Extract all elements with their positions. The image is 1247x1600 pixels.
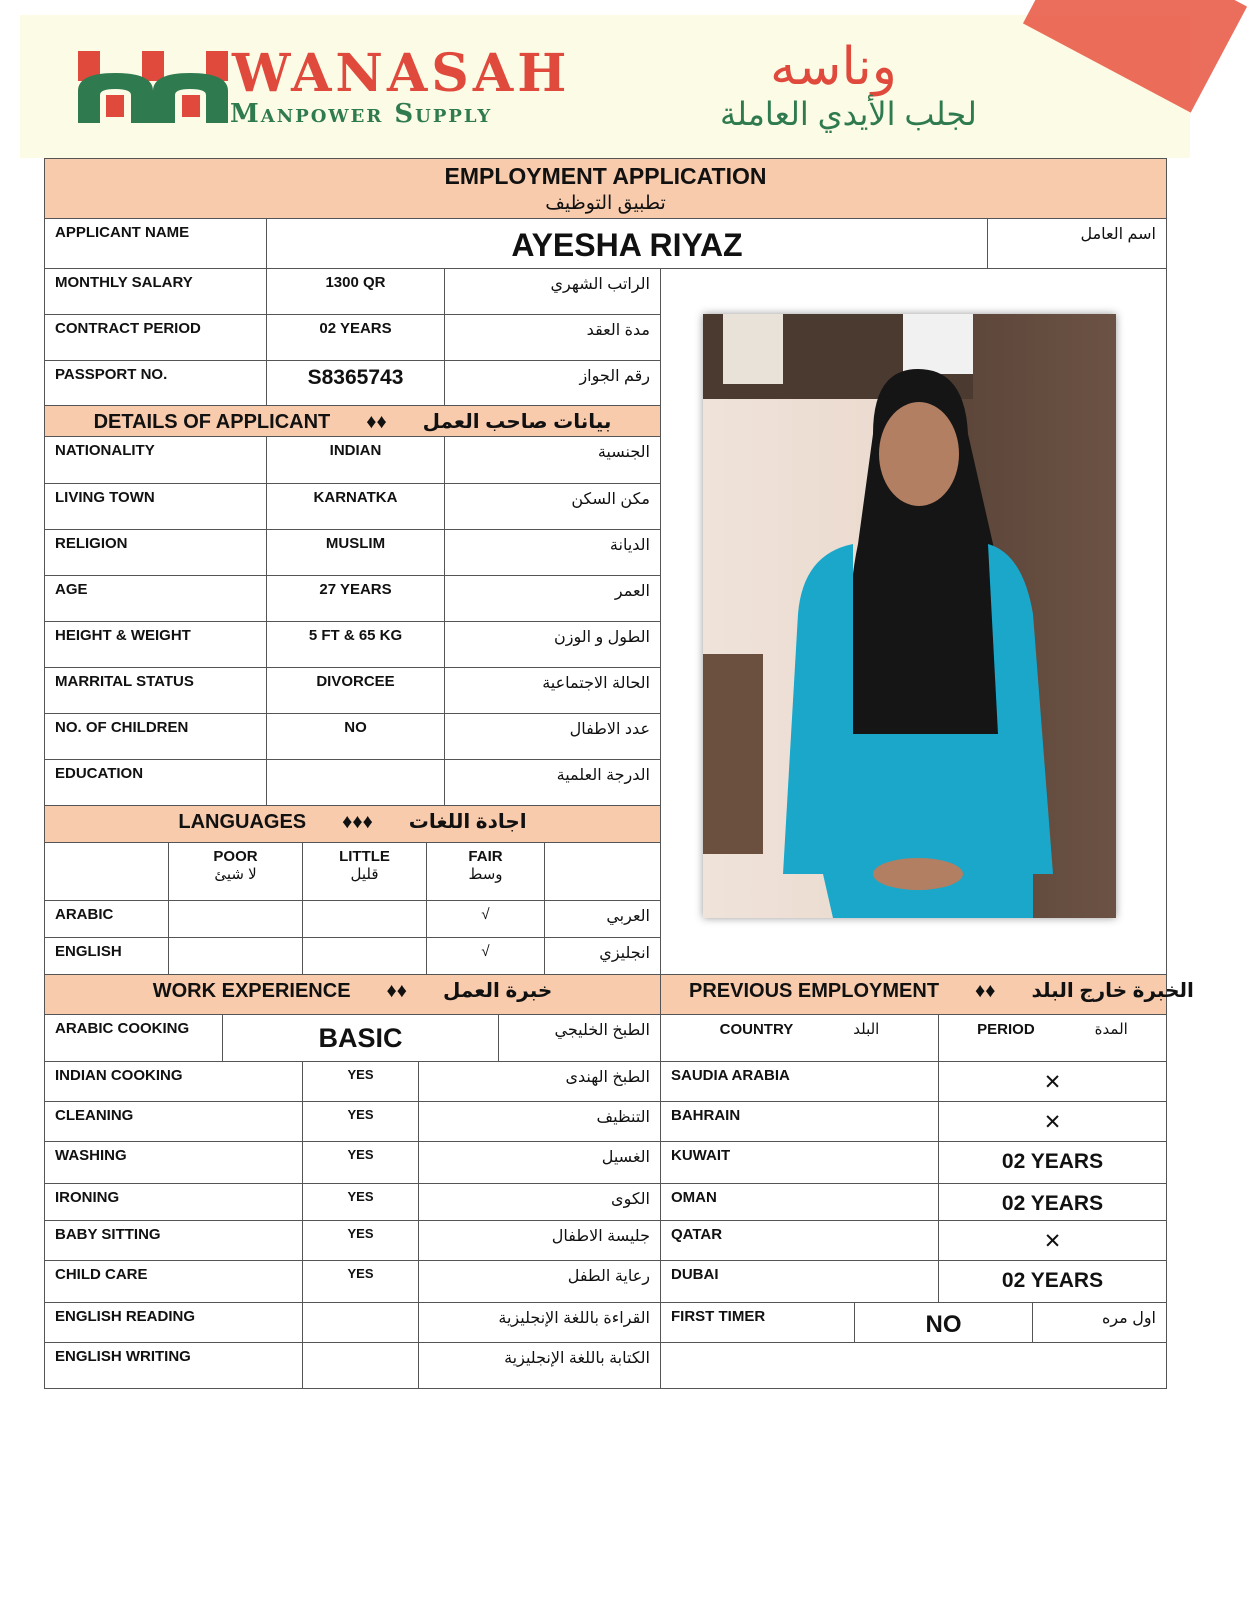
work-label-arabic: رعاية الطفل: [418, 1260, 661, 1303]
detail-value: DIVORCEE: [266, 667, 445, 714]
previous-employment-header-title: PREVIOUS EMPLOYMENT: [689, 980, 940, 1002]
language-header-blank: [44, 842, 169, 901]
form-title-ar: تطبيق التوظيف: [545, 193, 666, 214]
details-header-diamonds-icon: ♦♦: [366, 411, 387, 433]
language-level-en: POOR: [213, 848, 258, 865]
work-experience-header: [44, 974, 661, 1015]
detail-label-arabic: عدد الاطفال: [444, 713, 661, 760]
languages-header-diamonds-icon: ♦♦♦: [342, 811, 373, 833]
detail-label: RELIGION: [44, 529, 267, 576]
prev-period: 02 YEARS: [938, 1260, 1167, 1303]
work-label-arabic: الطبخ الخليجي: [498, 1014, 661, 1062]
detail-value: 5 FT & 65 KG: [266, 621, 445, 668]
details-header-title-arabic: بيانات صاحب العمل: [422, 411, 612, 433]
prev-period: ✕: [938, 1061, 1167, 1102]
language-level-mark: [168, 937, 303, 975]
country-column-header: [660, 1014, 939, 1062]
work-value: YES: [302, 1141, 419, 1184]
top-row-label-arabic: رقم الجواز: [444, 360, 661, 406]
period-column-en: PERIOD: [977, 1021, 1035, 1038]
details-header-title: DETAILS OF APPLICANT: [93, 411, 331, 433]
language-level-mark: √: [426, 900, 545, 938]
language-level-header: [168, 842, 303, 901]
prev-country: SAUDIA ARABIA: [660, 1061, 939, 1102]
applicant-photo-image: [703, 314, 1116, 918]
detail-value: MUSLIM: [266, 529, 445, 576]
prev-country: BAHRAIN: [660, 1101, 939, 1142]
language-level-ar: قليل: [350, 866, 379, 883]
prev-country: KUWAIT: [660, 1141, 939, 1184]
top-row-label: MONTHLY SALARY: [44, 268, 267, 315]
first-timer-value: NO: [854, 1302, 1033, 1343]
language-level-ar: لا شيئ: [214, 866, 257, 883]
top-row-label: PASSPORT NO.: [44, 360, 267, 406]
language-level-mark: [302, 937, 427, 975]
languages-header: [44, 805, 661, 843]
first-timer-label: FIRST TIMER: [660, 1302, 855, 1343]
detail-label-arabic: مكن السكن: [444, 483, 661, 530]
language-level-mark: [302, 900, 427, 938]
work-value: YES: [302, 1220, 419, 1261]
language-label-arabic: انجليزي: [544, 937, 661, 975]
tagline: Manpower Supply: [230, 99, 493, 129]
language-label: ARABIC: [44, 900, 169, 938]
work-value: YES: [302, 1183, 419, 1221]
work-label-arabic: الغسيل: [418, 1141, 661, 1184]
top-row-value: 02 YEARS: [266, 314, 445, 361]
work-label: INDIAN COOKING: [44, 1061, 303, 1102]
work-value: BASIC: [222, 1014, 499, 1062]
top-row-label-arabic: الراتب الشهري: [444, 268, 661, 315]
previous-employment-header-title-arabic: الخبرة خارج البلد: [1031, 980, 1194, 1002]
work-label: CLEANING: [44, 1101, 303, 1142]
work-label-arabic: التنظيف: [418, 1101, 661, 1142]
empty-cell: [660, 1342, 1167, 1389]
detail-value: INDIAN: [266, 436, 445, 484]
work-value: [302, 1342, 419, 1389]
detail-value: 27 YEARS: [266, 575, 445, 622]
work-label: ENGLISH WRITING: [44, 1342, 303, 1389]
prev-country: DUBAI: [660, 1260, 939, 1303]
work-label-arabic: الكوى: [418, 1183, 661, 1221]
language-label-arabic: العربي: [544, 900, 661, 938]
applicant-name-value: AYESHA RIYAZ: [266, 218, 988, 269]
language-level-ar: وسط: [468, 866, 503, 883]
logo-text-arabic: وناسه: [770, 38, 897, 96]
detail-label-arabic: الحالة الاجتماعية: [444, 667, 661, 714]
form-title: [44, 158, 1167, 219]
work-label-arabic: القراءة باللغة الإنجليزية: [418, 1302, 661, 1343]
period-column-header: [938, 1014, 1167, 1062]
prev-period: ✕: [938, 1101, 1167, 1142]
detail-label: NATIONALITY: [44, 436, 267, 484]
detail-label-arabic: الجنسية: [444, 436, 661, 484]
work-value: [302, 1302, 419, 1343]
company-banner: [20, 15, 1190, 158]
work-label: IRONING: [44, 1183, 303, 1221]
prev-period: ✕: [938, 1220, 1167, 1261]
work-value: YES: [302, 1061, 419, 1102]
period-column-ar: المدة: [1094, 1021, 1128, 1038]
logo-text: WANASAH: [232, 43, 571, 104]
work-label-arabic: جليسة الاطفال: [418, 1220, 661, 1261]
work-label: CHILD CARE: [44, 1260, 303, 1303]
applicant-photo: [703, 314, 1116, 918]
detail-value: [266, 759, 445, 806]
language-level-en: LITTLE: [339, 848, 390, 865]
top-row-value: 1300 QR: [266, 268, 445, 315]
work-label: ARABIC COOKING: [44, 1014, 223, 1062]
top-row-label-arabic: مدة العقد: [444, 314, 661, 361]
prev-country: QATAR: [660, 1220, 939, 1261]
language-level-mark: [168, 900, 303, 938]
detail-label: LIVING TOWN: [44, 483, 267, 530]
previous-employment-header-diamonds-icon: ♦♦: [975, 980, 996, 1002]
work-value: YES: [302, 1101, 419, 1142]
languages-header-title-arabic: اجادة اللغات: [408, 811, 527, 833]
language-header-blank: [544, 842, 661, 901]
language-label: ENGLISH: [44, 937, 169, 975]
work-label: BABY SITTING: [44, 1220, 303, 1261]
company-logo-icon: [78, 51, 228, 123]
previous-employment-header: [660, 974, 1194, 1015]
languages-header-title: LANGUAGES: [178, 811, 307, 833]
form-title-en: EMPLOYMENT APPLICATION: [444, 163, 767, 189]
first-timer-label-arabic: اول مره: [1032, 1302, 1167, 1343]
tagline-arabic: لجلب الأيدي العاملة: [720, 96, 977, 132]
detail-label-arabic: العمر: [444, 575, 661, 622]
detail-label: EDUCATION: [44, 759, 267, 806]
detail-label-arabic: الدرجة العلمية: [444, 759, 661, 806]
language-level-header: [302, 842, 427, 901]
work-value: YES: [302, 1260, 419, 1303]
language-level-en: FAIR: [468, 848, 503, 865]
prev-country: OMAN: [660, 1183, 939, 1221]
detail-value: NO: [266, 713, 445, 760]
detail-label-arabic: الطول و الوزن: [444, 621, 661, 668]
prev-period: 02 YEARS: [938, 1183, 1167, 1221]
country-column-ar: البلد: [853, 1021, 880, 1038]
detail-label: AGE: [44, 575, 267, 622]
work-label-arabic: الكتابة باللغة الإنجليزية: [418, 1342, 661, 1389]
detail-value: KARNATKA: [266, 483, 445, 530]
country-column-en: COUNTRY: [719, 1021, 794, 1038]
detail-label: HEIGHT & WEIGHT: [44, 621, 267, 668]
language-level-header: [426, 842, 545, 901]
language-level-mark: √: [426, 937, 545, 975]
work-experience-header-diamonds-icon: ♦♦: [386, 980, 407, 1002]
work-label: ENGLISH READING: [44, 1302, 303, 1343]
work-label: WASHING: [44, 1141, 303, 1184]
details-header: [44, 405, 661, 437]
prev-period: 02 YEARS: [938, 1141, 1167, 1184]
work-experience-header-title: WORK EXPERIENCE: [152, 980, 351, 1002]
detail-label-arabic: الديانة: [444, 529, 661, 576]
top-row-label: CONTRACT PERIOD: [44, 314, 267, 361]
work-experience-header-title-arabic: خبرة العمل: [442, 980, 553, 1002]
applicant-name-label-arabic: اسم العامل: [987, 218, 1167, 269]
decorative-corner: [1023, 0, 1247, 113]
detail-label: MARRITAL STATUS: [44, 667, 267, 714]
top-row-value: S8365743: [266, 360, 445, 406]
detail-label: NO. OF CHILDREN: [44, 713, 267, 760]
work-label-arabic: الطبخ الهندى: [418, 1061, 661, 1102]
applicant-name-label: APPLICANT NAME: [44, 218, 267, 269]
